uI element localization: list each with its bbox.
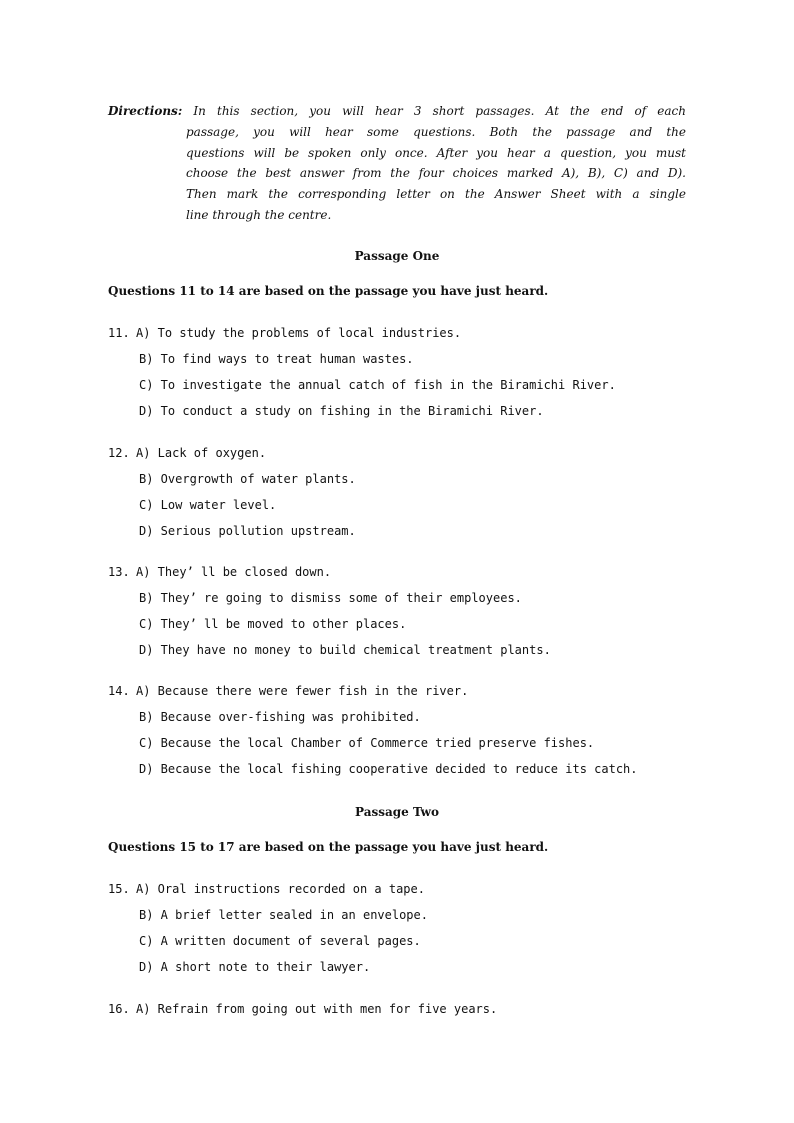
question-13-option-a: 13. A) They’ ll be closed down. <box>108 565 332 579</box>
passage-two-title: Passage Two <box>355 805 439 819</box>
question-11 <box>108 325 616 429</box>
question-15 <box>108 881 428 985</box>
directions-line-1: Directions: In this section, you will hear 3 short passages. At the end of each <box>108 104 686 118</box>
directions-line-5: Then mark the corresponding letter on the Answer Sheet with a single <box>186 187 686 202</box>
question-15-option-a: 15. A) Oral instructions recorded on a tape. <box>108 882 425 896</box>
question-11-option-b: B) To find ways to treat human wastes. <box>139 352 414 366</box>
question-11-option-c: C) To investigate the annual catch of fish in the Biramichi River. <box>139 378 616 392</box>
question-15-option-b: B) A brief letter sealed in an envelope. <box>139 908 428 922</box>
directions-line-2: passage, you will hear some questions. Both the passage and the <box>186 124 686 139</box>
directions-block <box>108 101 686 226</box>
question-12-option-d: D) Serious pollution upstream. <box>139 524 356 538</box>
question-13 <box>108 564 551 668</box>
passage-two-questions-header: Questions 15 to 17 are based on the passage you have just heard. <box>108 840 549 854</box>
question-11-option-a: 11. A) To study the problems of local industries. <box>108 326 462 340</box>
question-12-option-b: B) Overgrowth of water plants. <box>139 472 356 486</box>
directions-line-4: choose the best answer from the four choices marked A), B), C) and D). <box>186 166 686 181</box>
question-14-option-b: B) Because over-fishing was prohibited. <box>139 710 421 724</box>
question-14 <box>108 683 638 787</box>
question-14-option-a: 14. A) Because there were fewer fish in the river. <box>108 684 469 698</box>
question-15-option-c: C) A written document of several pages. <box>139 934 421 948</box>
question-16-option-a: 16. A) Refrain from going out with men for five years. <box>108 1002 498 1016</box>
question-15-option-d: D) A short note to their lawyer. <box>139 960 371 974</box>
question-13-option-b: B) They’ re going to dismiss some of their employees. <box>139 591 522 605</box>
question-12-option-c: C) Low water level. <box>139 498 277 512</box>
passage-one-questions-header: Questions 11 to 14 are based on the passage you have just heard. <box>108 284 549 298</box>
question-14-option-c: C) Because the local Chamber of Commerce tried preserve fishes. <box>139 736 595 750</box>
question-13-option-d: D) They have no money to build chemical treatment plants. <box>139 643 551 657</box>
question-12-option-a: 12. A) Lack of oxygen. <box>108 446 267 460</box>
question-13-option-c: C) They’ ll be moved to other places. <box>139 617 407 631</box>
question-12 <box>108 445 356 549</box>
directions-line-6: line through the centre. <box>186 207 332 222</box>
passage-one-title: Passage One <box>354 249 440 263</box>
directions-line-3: questions will be spoken only once. After you hear a question, you must <box>186 145 686 160</box>
directions-label: Directions: <box>108 104 183 118</box>
question-11-option-d: D) To conduct a study on fishing in the Biramichi River. <box>139 404 544 418</box>
question-14-option-d: D) Because the local fishing cooperative decided to reduce its catch. <box>139 762 638 776</box>
question-16 <box>108 1001 497 1027</box>
